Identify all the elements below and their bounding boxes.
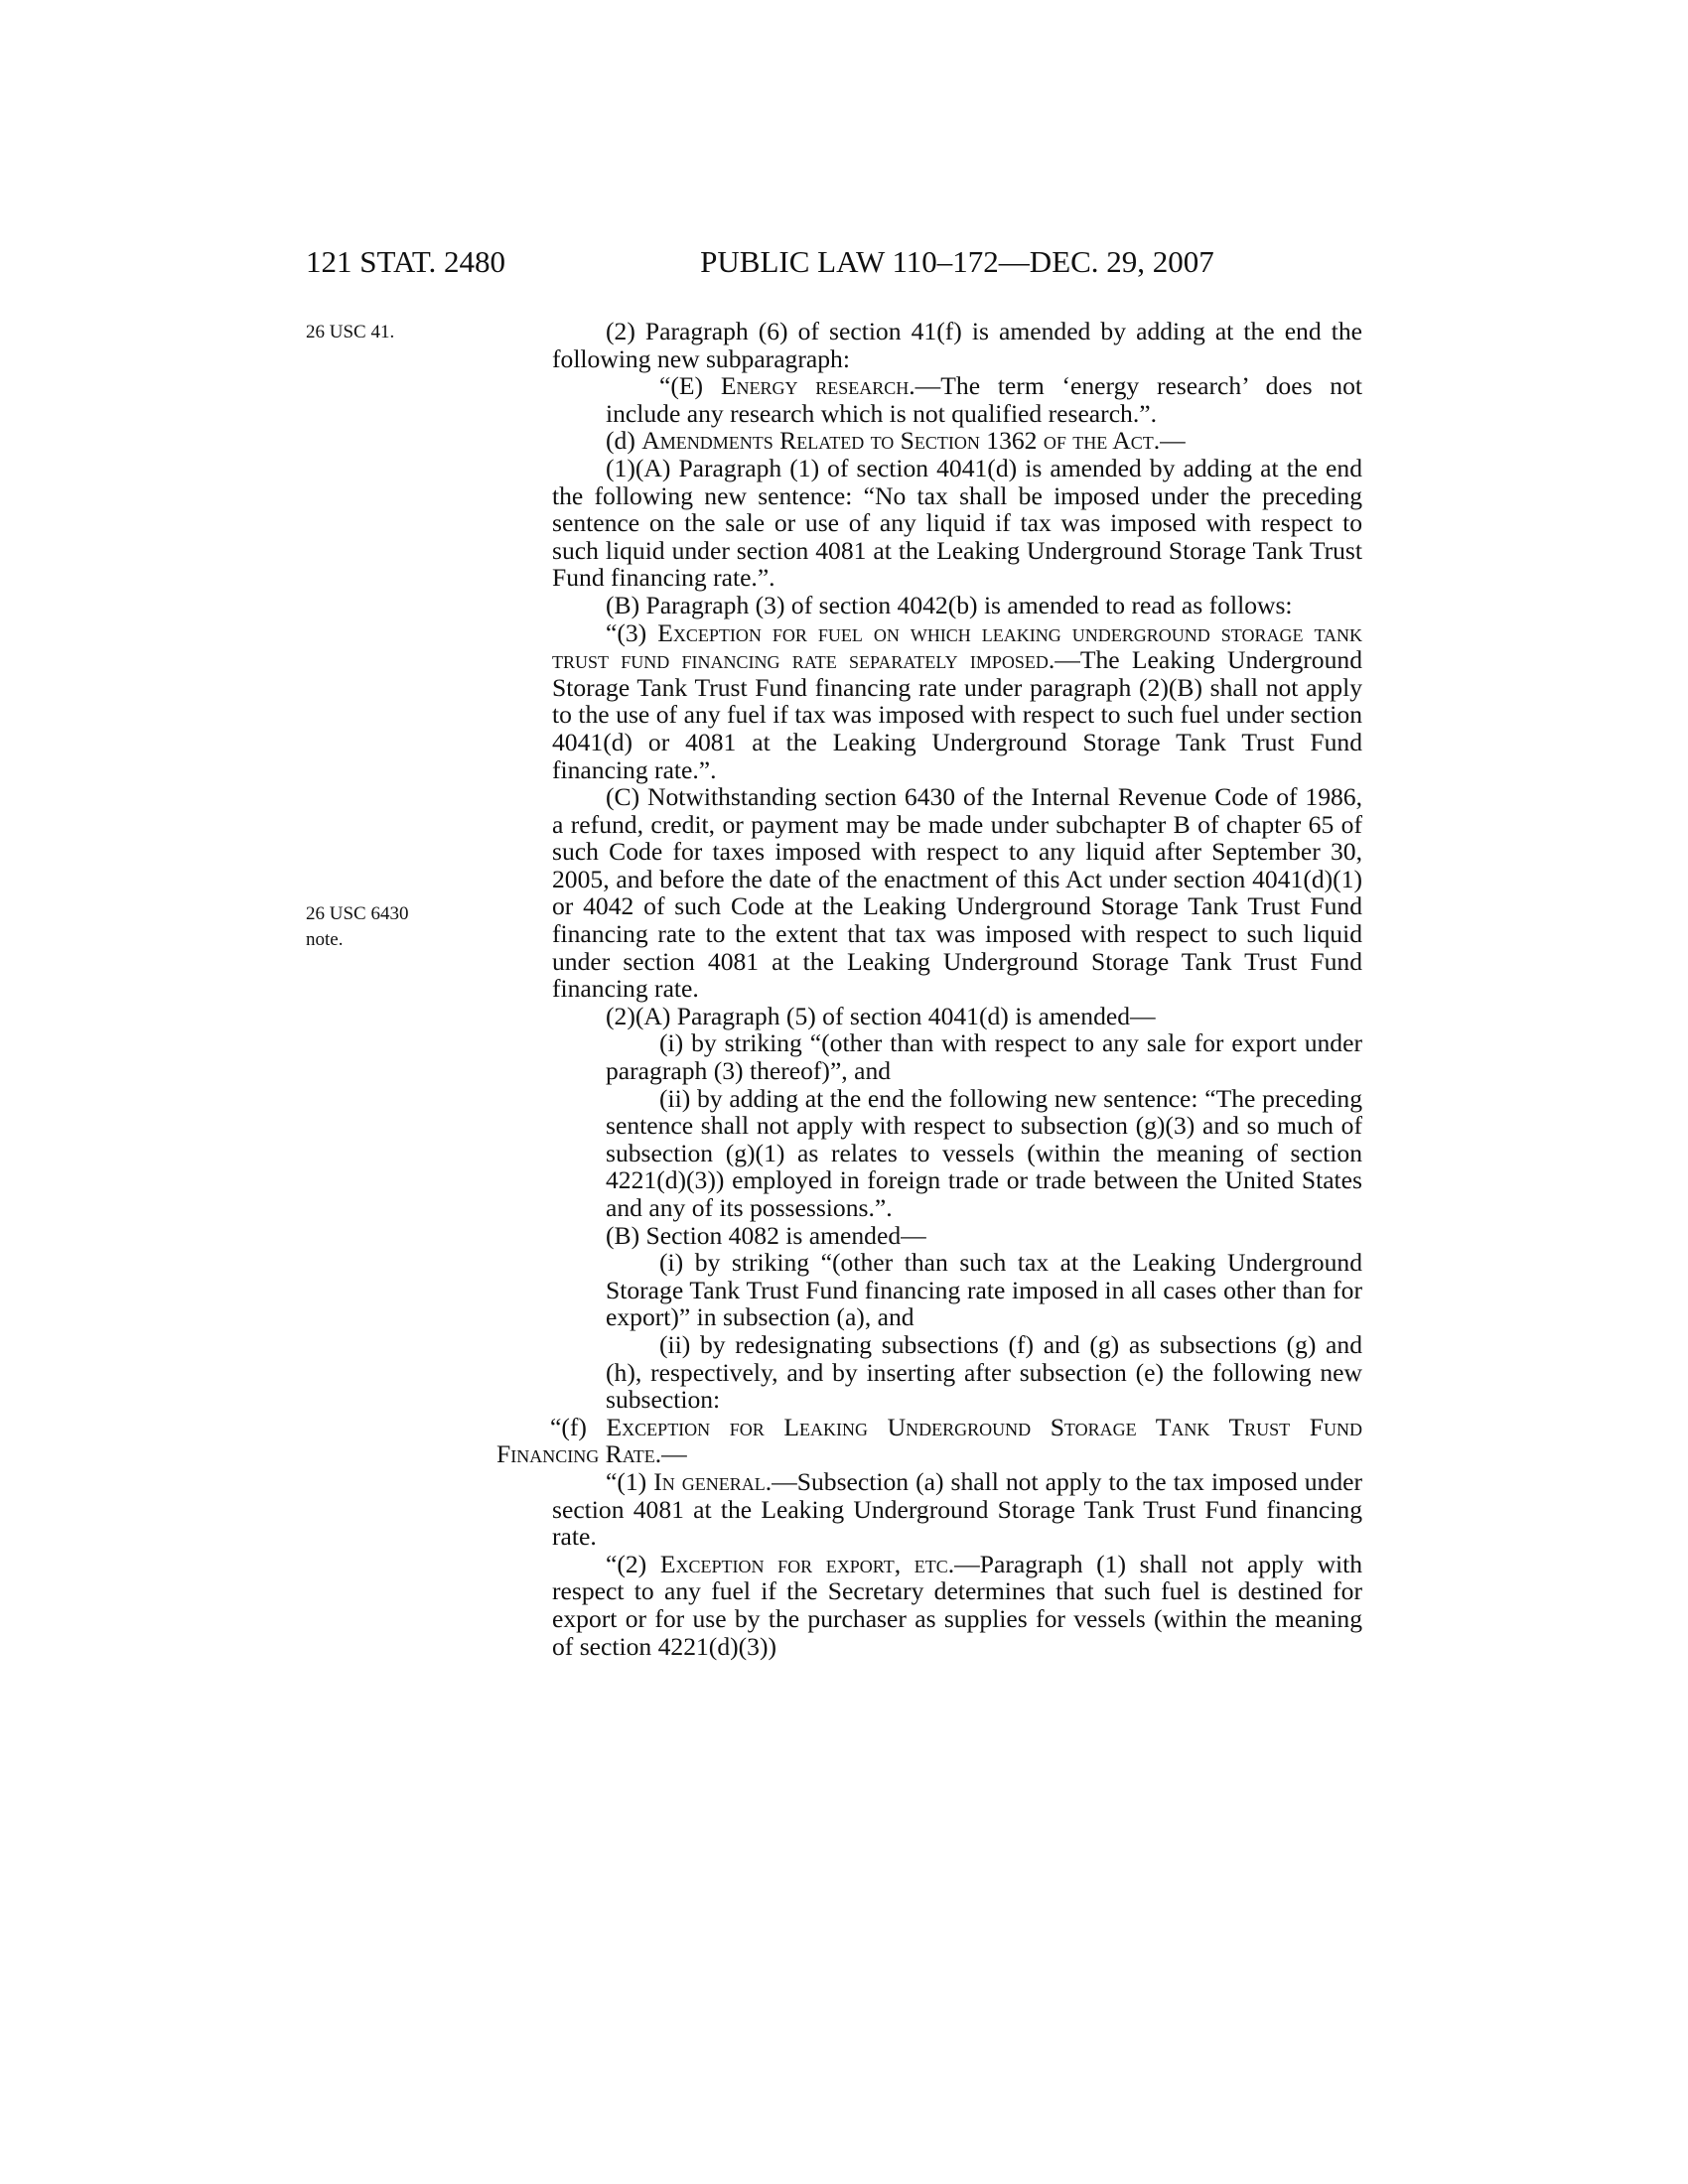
caption-energy-research: Energy research: [720, 371, 910, 401]
paragraph-2-a: (2)(A) Paragraph (5) of section 4041(d) is amended—: [606, 1001, 1156, 1030]
margin-note-26-usc-6430: [306, 901, 408, 953]
paragraph-2-b: (B) Section 4082 is amended—: [606, 1220, 926, 1250]
subsection-d-heading: (d) Amendments Related to Section 1362 of the Act.—: [606, 426, 1186, 456]
paragraph-1-b: (B) Paragraph (3) of section 4042(b) is amended to read as follows:: [606, 590, 1293, 619]
paragraph-1-a: (1)(A) Paragraph (1) of section 4041(d) is amended by adding at the end the following new sentence: “No tax shall be imposed under the preceding sentence on the sale or use of any liquid if tax was imposed with respect to such liquid under section 4081 at the Leaking Underground Storage Tank Trust Fund financing rate.”.: [552, 453, 1362, 593]
clause-i-striking-4082: (i) by striking “(other than such tax at the Leaking Underground Storage Tank Trust Fund financing rate imposed in all cases other than for export)” in subsection (a), and: [606, 1248, 1362, 1332]
margin-note-line: 26 USC 6430: [306, 903, 409, 924]
subparagraph-e-energy-research: “(E) Energy research.—The term ‘energy research’ does not include any research which is not qualified research.”.: [606, 371, 1363, 428]
clause-ii-adding: (ii) by adding at the end the following new sentence: “The preceding sentence shall not apply with respect to subsection (g)(3) and so much of subsection (g)(1) as relates to vessels (within the meaning of section 4221(d)(3)) employed in foreign trade or trade between the United States and any of its possessions.”.: [606, 1083, 1362, 1222]
margin-note-26-usc-41: 26 USC 41.: [306, 322, 395, 342]
paragraph-f-2-export: “(2) Exception for export, etc.—Paragraph (1) shall not apply with respect to any fuel if the Secretary determines that such fuel is destined for export or for use by the purchaser as supplies for vessels (within the meaning of section 4221(d)(3)): [552, 1549, 1362, 1661]
margin-note-line: note.: [306, 929, 344, 950]
caption-exception-lust: Exception for Leaking Underground Storage Tank Trust Fund Financing Rate: [496, 1412, 1362, 1469]
clause-ii-redesignating: (ii) by redesignating subsections (f) and (g) as subsections (g) and (h), respectively, and by inserting after subsection (e) the following new subsection:: [606, 1329, 1362, 1415]
paragraph-3-exception: “(3) Exception for fuel on which leaking underground storage tank trust fund financing rate separately imposed.—The Leaking Underground Storage Tank Trust Fund financing rate under paragraph (2)(B) shall not apply to the use of any fuel if tax was imposed with respect to such fuel under section 4041(d) or 4081 at the Leaking Underground Storage Tank Trust Fund financing rate.”.: [552, 617, 1362, 784]
caption-exception-for-fuel: Exception for fuel on which leaking underground storage tank trust fund financing rate separately imposed: [552, 617, 1362, 675]
paragraph-1-c: (C) Notwithstanding section 6430 of the Internal Revenue Code of 1986, a refund, credit, or payment may be made under subchapter B of chapter 65 of such Code for taxes imposed with respect to any liquid after September 30, 2005, and before the date of the enactment of this Act under section 4041(d)(1) or 4042 of such Code at the Leaking Underground Storage Tank Trust Fund financing rate to the extent that tax was imposed with respect to such liquid under section 4081 at the Leaking Underground Storage Tank Trust Fund financing rate.: [552, 782, 1362, 1004]
stat-citation: 121 STAT. 2480: [306, 244, 506, 279]
body-text: [496, 317, 1363, 1661]
clause-i-striking: (i) by striking “(other than with respect to any sale for export under paragraph (3) thereof)”, and: [606, 1028, 1362, 1086]
subsection-f-heading: “(f) Exception for Leaking Underground Storage Tank Trust Fund Financing Rate.—: [496, 1412, 1362, 1469]
paragraph-2: (2) Paragraph (6) of section 41(f) is amended by adding at the end the following new subparagraph:: [552, 317, 1362, 373]
caption-amendments-1362: Amendments Related to Section 1362 of the Act: [641, 426, 1154, 456]
law-title: PUBLIC LAW 110–172—DEC. 29, 2007: [700, 244, 1214, 279]
paragraph-f-1-in-general: “(1) In general.—Subsection (a) shall not apply to the tax imposed under section 4081 at the Leaking Underground Storage Tank Trust Fund financing rate.: [552, 1466, 1362, 1552]
caption-exception-for-export: Exception for export, etc: [659, 1549, 948, 1578]
caption-in-general: In general: [653, 1466, 766, 1496]
